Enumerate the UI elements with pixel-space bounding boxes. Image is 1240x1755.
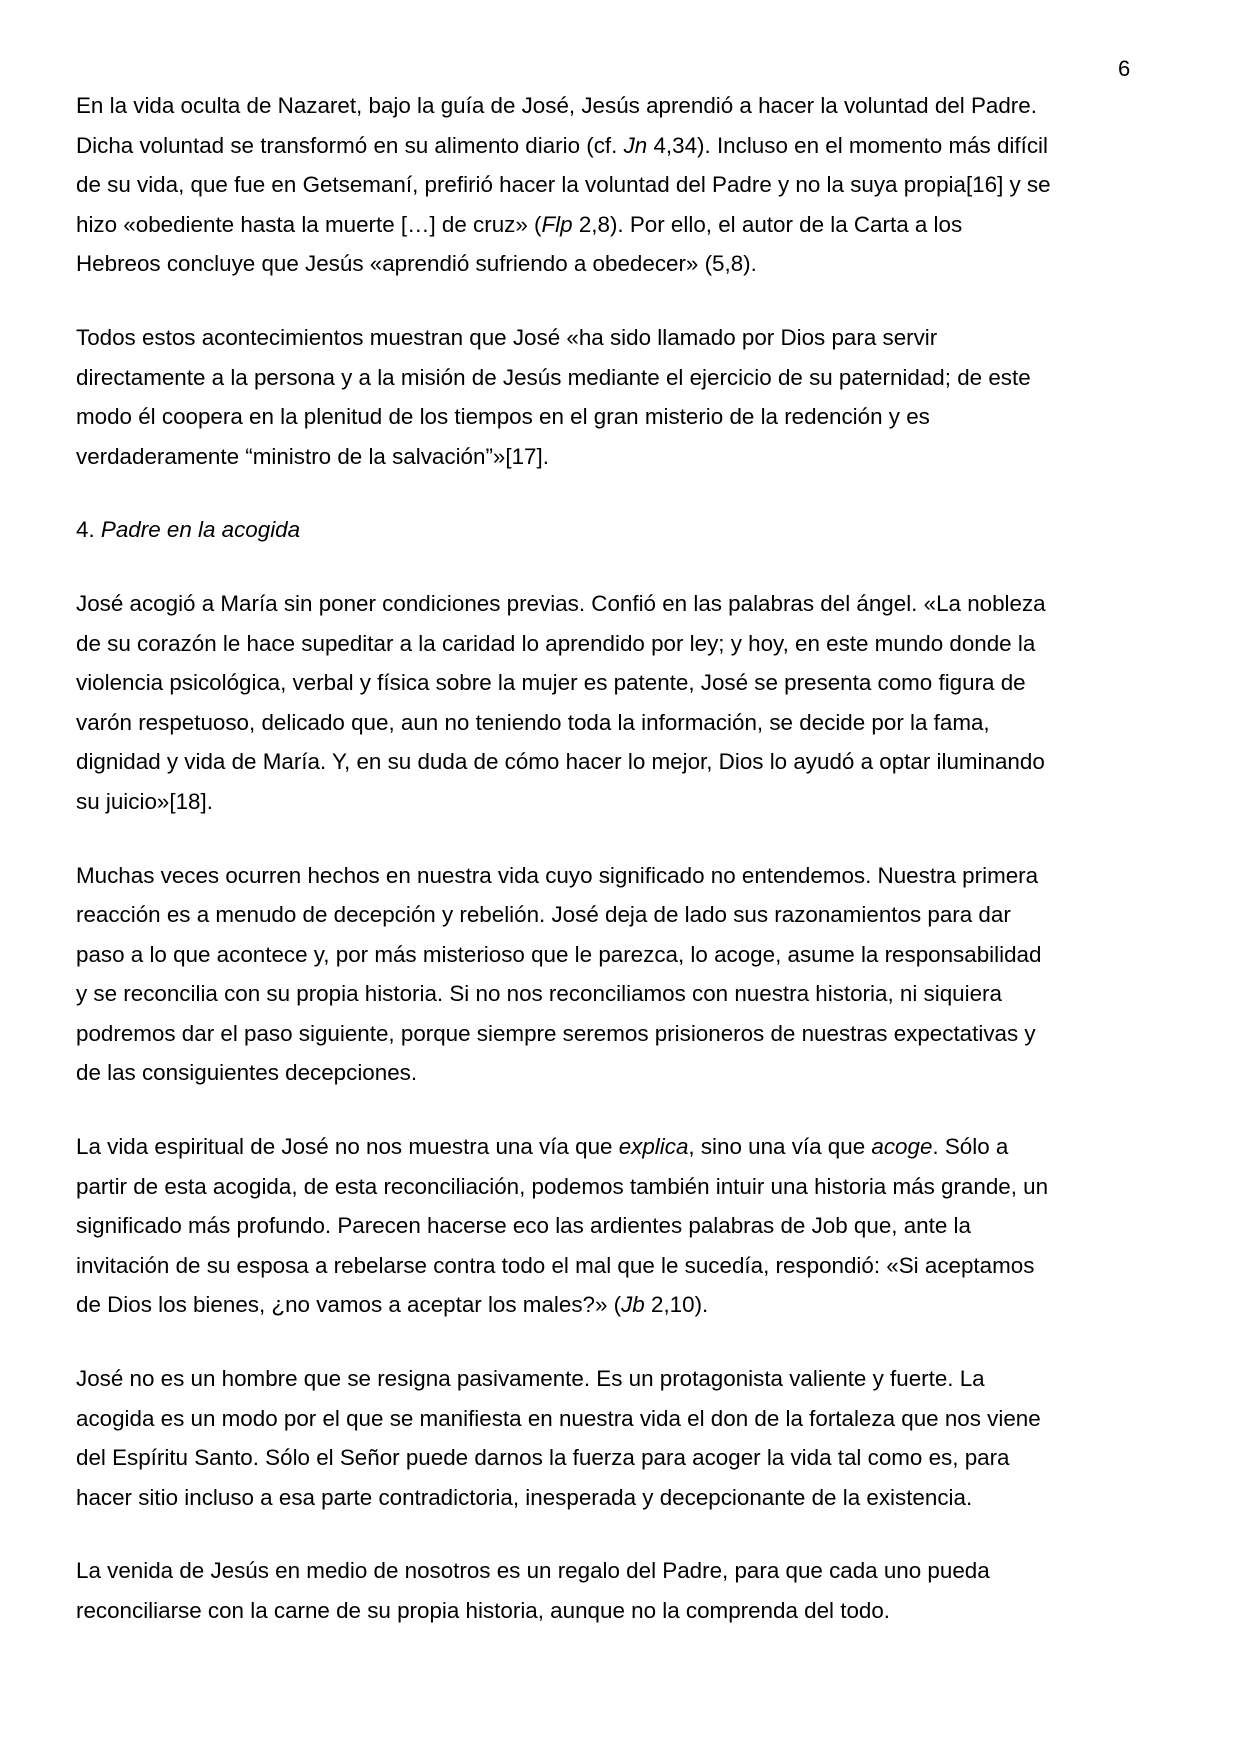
- italic-text: Jb: [621, 1292, 645, 1318]
- text-line: [76, 126, 1186, 166]
- text-run: 4,34). Incluso en el momento más difícil: [647, 132, 1048, 158]
- paragraph: [76, 1551, 1186, 1630]
- text-run: En la vida oculta de Nazaret, bajo la guía de José, Jesús aprendió a hacer la voluntad del Padre.: [76, 93, 1037, 118]
- text-line: [76, 663, 1186, 703]
- text-line: [76, 1551, 1186, 1591]
- paragraph: [76, 856, 1186, 1094]
- text-run: 4.: [76, 517, 101, 543]
- text-line: [76, 1399, 1186, 1439]
- section-heading: [76, 510, 1186, 550]
- paragraph: [76, 86, 1186, 284]
- text-line: [76, 1014, 1186, 1054]
- text-run: podremos dar el paso siguiente, porque siempre seremos prisioneros de nuestras expectativas y: [76, 1020, 1036, 1046]
- text-run: hizo «obediente hasta la muerte […] de cruz» (: [76, 211, 542, 237]
- text-line: [76, 397, 1186, 437]
- text-run: de las consiguientes decepciones.: [76, 1060, 418, 1086]
- text-run: Dicha voluntad se transformó en su alimento diario (cf.: [76, 132, 624, 158]
- text-run: . Sólo a: [932, 1134, 1009, 1160]
- text-run: de su vida, que fue en Getsemaní, prefirió hacer la voluntad del Padre y no la suya propia[16] y se: [76, 172, 1051, 198]
- text-line: [76, 935, 1186, 975]
- text-run: violencia psicológica, verbal y física sobre la mujer es patente, José se presenta como figura de: [76, 670, 1026, 696]
- italic-text: Jn: [623, 132, 648, 158]
- text-line: [76, 1053, 1186, 1093]
- text-run: Todos estos acontecimientos muestran que José «ha sido llamado por Dios para servir: [76, 324, 938, 350]
- text-run: reconciliarse con la carne de su propia historia, aunque no la comprenda del todo.: [76, 1598, 891, 1623]
- text-line: [76, 1591, 1186, 1631]
- text-line: [76, 1478, 1186, 1518]
- text-run: José acogió a María sin poner condiciones previas. Confió en las palabras del ángel. «La nobleza: [76, 590, 1046, 616]
- text-run: significado más profundo. Parecen hacerse eco las ardientes palabras de Job que, ante la: [76, 1213, 971, 1239]
- text-run: hacer sitio incluso a esa parte contradictoria, inesperada y decepcionante de la existencia.: [76, 1484, 973, 1510]
- text-run: Hebreos concluye que Jesús «aprendió sufriendo a obedecer» (5,8).: [76, 251, 757, 277]
- text-line: [76, 165, 1186, 205]
- text-run: invitación de su esposa a rebelarse contra todo el mal que le sucedía, respondió: «Si aceptamos: [76, 1252, 1035, 1278]
- paragraph: [76, 1359, 1186, 1517]
- text-line: [76, 205, 1186, 245]
- text-run: , sino una vía que: [688, 1134, 872, 1160]
- text-line: [76, 703, 1186, 743]
- text-line: [76, 1359, 1186, 1399]
- text-run: José no es un hombre que se resigna pasivamente. Es un protagonista valiente y fuerte. La: [76, 1366, 985, 1392]
- text-line: [76, 895, 1186, 935]
- paragraph: [76, 584, 1186, 822]
- text-line: [76, 584, 1186, 624]
- text-line: [76, 510, 1186, 550]
- text-run: y se reconcilia con su propia historia. Si no nos reconciliamos con nuestra historia, ni siquiera: [76, 981, 1002, 1007]
- text-run: de su corazón le hace supeditar a la caridad lo aprendido por ley; y hoy, en este mundo donde la: [76, 630, 1036, 656]
- page-number: 6: [1118, 56, 1131, 81]
- text-run: Muchas veces ocurren hechos en nuestra vida cuyo significado no entendemos. Nuestra primera: [76, 862, 1039, 888]
- text-line: [76, 782, 1186, 822]
- text-run: reacción es a menudo de decepción y rebelión. José deja de lado sus razonamientos para dar: [76, 902, 1011, 928]
- text-line: [76, 974, 1186, 1014]
- text-run: modo él coopera en la plenitud de los tiempos en el gran misterio de la redención y es: [76, 404, 930, 430]
- italic-text: Flp: [541, 211, 573, 237]
- text-run: verdaderamente “ministro de la salvación”»[17].: [76, 443, 549, 469]
- text-line: [76, 624, 1186, 664]
- text-line: [76, 244, 1186, 284]
- text-line: [76, 318, 1186, 358]
- text-run: La venida de Jesús en medio de nosotros es un regalo del Padre, para que cada uno pueda: [76, 1558, 990, 1584]
- text-run: su juicio»[18].: [76, 788, 213, 814]
- text-line: [76, 742, 1186, 782]
- text-line: [76, 856, 1186, 896]
- italic-text: acoge: [871, 1134, 933, 1160]
- text-run: directamente a la persona y a la misión de Jesús mediante el ejercicio de su paternidad; de este: [76, 364, 1031, 390]
- text-run: dignidad y vida de María. Y, en su duda de cómo hacer lo mejor, Dios lo ayudó a optar iluminando: [76, 749, 1045, 775]
- text-line: [76, 1438, 1186, 1478]
- text-line: [76, 1206, 1186, 1246]
- text-line: [76, 437, 1186, 477]
- text-line: [76, 1285, 1186, 1325]
- text-line: [76, 1167, 1186, 1207]
- text-run: del Espíritu Santo. Sólo el Señor puede darnos la fuerza para acoger la vida tal como es, para: [76, 1445, 1010, 1471]
- italic-text: explica: [618, 1134, 689, 1160]
- text-run: acogida es un modo por el que se manifiesta en nuestra vida el don de la fortaleza que nos viene: [76, 1405, 1041, 1431]
- text-line: [76, 1127, 1186, 1167]
- text-run: La vida espiritual de José no nos muestra una vía que: [76, 1134, 619, 1160]
- document-body: [76, 86, 1186, 1665]
- paragraph: [76, 1127, 1186, 1325]
- text-run: 2,8). Por ello, el autor de la Carta a los: [572, 211, 963, 237]
- text-line: [76, 358, 1186, 398]
- text-run: paso a lo que acontece y, por más misterioso que le parezca, lo acoge, asume la responsabilidad: [76, 941, 1042, 967]
- text-line: [76, 86, 1186, 126]
- paragraph: [76, 318, 1186, 476]
- text-run: partir de esta acogida, de esta reconciliación, podemos también intuir una historia más grande, un: [76, 1173, 1049, 1199]
- text-line: [76, 1246, 1186, 1286]
- text-run: de Dios los bienes, ¿no vamos a aceptar los males?» (: [76, 1292, 622, 1318]
- text-run: 2,10).: [644, 1292, 709, 1318]
- text-run: varón respetuoso, delicado que, aun no teniendo toda la información, se decide por la fama,: [76, 709, 990, 735]
- italic-text: Padre en la acogida: [100, 517, 301, 543]
